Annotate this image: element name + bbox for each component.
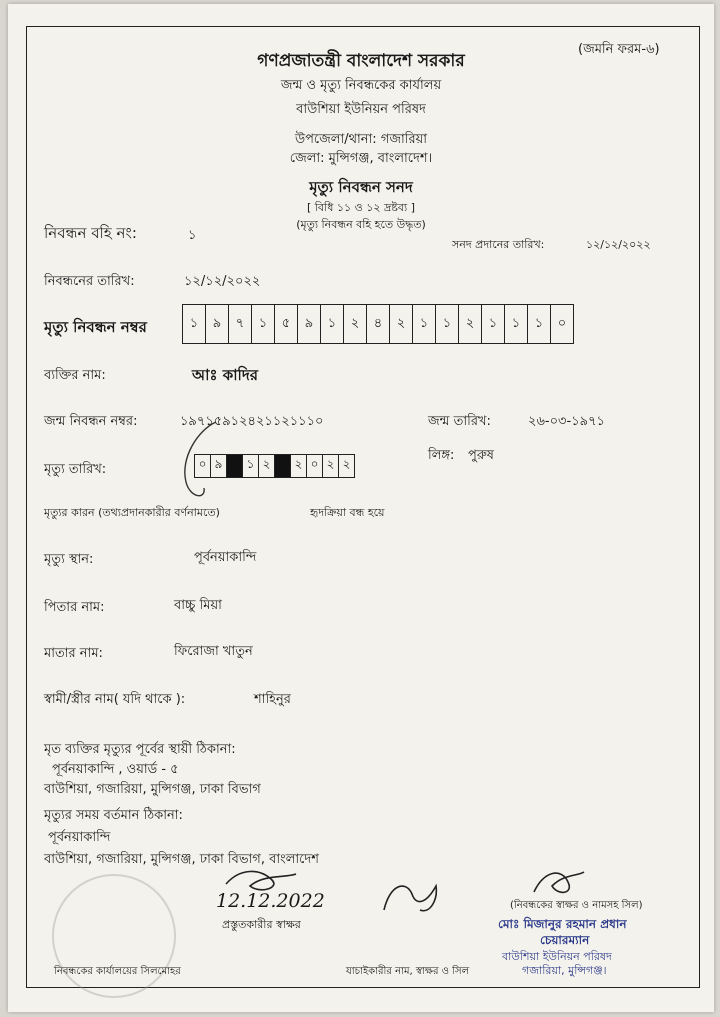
death-date-separator [275,455,291,477]
death-reg-digit: ৪ [367,305,390,343]
father-value: বাচ্চু মিয়া [174,598,222,613]
preparer-label: প্রস্তুতকারীর স্বাক্ষর [222,918,301,931]
death-reg-digit: ১ [321,305,344,343]
birth-reg-value: ১৯৭১৫৯১২৪২১১২১১১০ [180,414,324,429]
spouse-label: স্বামী/স্ত্রীর নাম( যদি থাকে ): [44,692,186,707]
death-date-digit: ২ [259,455,275,477]
place-value: পূর্বনয়াকান্দি [194,550,257,565]
perm-address-line2: বাউশিয়া, গজারিয়া, মুন্সিগঞ্জ, ঢাকা বিভাগ [44,782,261,797]
death-reg-no-grid [182,304,574,344]
death-date-digit: ২ [342,457,351,471]
death-reg-digit: ১ [482,305,505,343]
death-reg-digit: ০ [557,315,567,331]
certificate-paper [8,4,714,1012]
reg-date-value: ১২/১২/২০২২ [184,274,261,289]
death-date-digit: ০ [195,455,211,477]
death-reg-digit: ১ [413,305,436,343]
handwritten-pen-stroke [176,418,236,504]
spouse-value: শাহিনুর [254,692,291,707]
death-reg-digit: ১ [505,305,528,343]
registrar-place: গজারিয়া, মুন্সিগঞ্জ। [522,964,607,977]
issue-date-value: ১২/১২/২০২২ [586,238,651,251]
cause-value: হৃদক্রিয়া বন্ধ হয়ে [310,506,385,519]
registrar-sign-label: (নিবন্ধকের স্বাক্ষর ও নামসহ সিল) [510,900,643,911]
government-title: গণপ্রজাতন্ত্রী বাংলাদেশ সরকার [257,51,465,71]
death-reg-digit: ৫ [275,305,298,343]
reg-date-label: নিবন্ধনের তারিখ: [44,274,135,289]
office-seal-label: নিবন্ধকের কার্যালয়ের সিলমোহর [54,966,181,977]
death-reg-digit: ১ [436,305,459,343]
verifier-signature [376,874,446,920]
death-date-digit: ১ [243,455,259,477]
death-reg-digit: ৯ [206,305,229,343]
death-reg-digit: ৯ [298,305,321,343]
death-date-digit: ৯ [211,455,227,477]
place-label: মৃত্যু স্থান: [44,552,94,567]
dob-value: ২৬-০৩-১৯৭১ [528,414,605,429]
district-line: জেলা: মুন্সিগঞ্জ, বাংলাদেশ। [289,151,433,166]
office-name: জন্ম ও মৃত্যু নিবন্ধকের কার্যালয় [280,78,442,93]
upazila-line: উপজেলা/থানা: গজারিয়া [294,132,428,147]
cause-label: মৃত্যুর কারন (তথ্যপ্রদানকারীর বর্ণনামতে) [44,506,220,519]
death-reg-no-label: মৃত্যু নিবন্ধন নম্বর [44,318,147,336]
registrar-title: চেয়ারম্যান [540,933,590,947]
father-label: পিতার নাম: [44,600,105,615]
union-name: বাউশিয়া ইউনিয়ন পরিষদ [296,102,426,117]
curr-address-label: মৃত্যুর সময় বর্তমান ঠিকানা: [44,808,183,823]
death-date-label: মৃত্যু তারিখ: [44,462,107,477]
registrar-signature [528,866,588,900]
name-label: ব্যক্তির নাম: [44,368,106,383]
form-tag: (জমনি ফরম-৬) [578,42,660,57]
extract-note: (মৃত্যু নিবন্ধন বহি হতে উদ্ধৃত) [296,218,426,231]
death-reg-digit: ২ [344,305,367,343]
death-reg-digit: ৭ [229,305,252,343]
gender-value: পুরুষ [468,448,494,463]
book-no-value: ১ [188,228,197,243]
death-reg-digit: ২ [459,305,482,343]
death-reg-digit: ১ [252,305,275,343]
death-date-digit: ০ [307,455,323,477]
book-no-label: নিবন্ধন বহি নং: [44,224,137,242]
perm-address-line1: পূর্বনয়াকান্দি , ওয়ার্ড - ৫ [52,762,179,777]
rule-reference: [ বিধি ১১ ও ১২ দ্রষ্টব্য ] [306,201,416,214]
registrar-union: বাউশিয়া ইউনিয়ন পরিষদ [502,950,612,963]
dob-label: জন্ম তারিখ: [428,414,491,429]
mother-label: মাতার নাম: [44,646,103,661]
curr-address-line1: পূর্বনয়াকান্দি [48,830,111,845]
gender-label: লিঙ্গ: [428,448,455,463]
certificate-title: মৃত্যু নিবন্ধন সনদ [309,178,413,196]
name-value: আঃ কাদির [192,366,258,384]
perm-address-label: মৃত ব্যক্তির মৃত্যুর পূর্বের স্থায়ী ঠিকানা: [44,742,236,757]
death-reg-digit: ১ [528,305,551,343]
issue-date-label: সনদ প্রদানের তারিখ: [452,238,545,251]
mother-value: ফিরোজা খাতুন [174,644,253,659]
verifier-label: যাচাইকারীর নাম, স্বাক্ষর ও সিল [346,966,470,977]
handwritten-date: 12.12.2022 [216,890,325,912]
birth-reg-label: জন্ম নিবন্ধন নম্বর: [44,414,138,429]
death-reg-digit: ১ [183,305,206,343]
death-date-digit: ২ [291,455,307,477]
death-date-digit: ২ [323,455,339,477]
death-reg-digit: ২ [390,305,413,343]
registrar-name: মোঃ মিজানুর রহমান প্রধান [498,917,627,931]
curr-address-line2: বাউশিয়া, গজারিয়া, মুন্সিগঞ্জ, ঢাকা বিভাগ, বাংলাদেশ [44,852,319,867]
